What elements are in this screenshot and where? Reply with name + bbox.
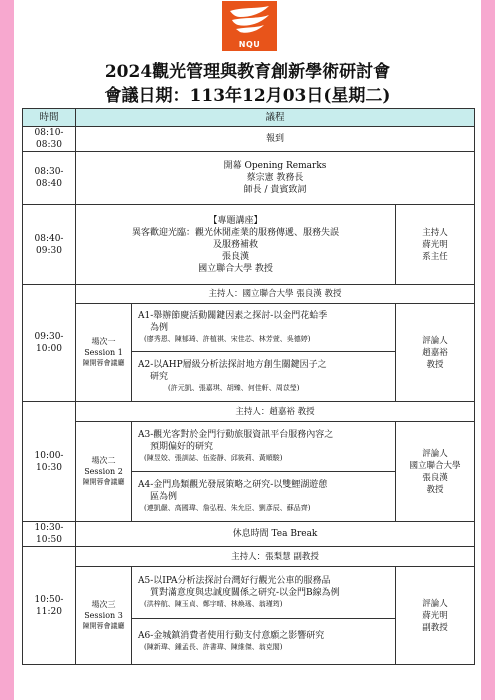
- session2-commentator: [396, 422, 475, 522]
- agenda-table: [22, 108, 475, 665]
- session2-label: [76, 422, 132, 522]
- table-row: [23, 285, 475, 304]
- session1-commentator: [396, 304, 475, 402]
- paper-title: A6-金城鎮消費者使用行動支付意願之影響研究: [138, 631, 325, 641]
- session3-commentator: [396, 567, 475, 665]
- paper-a5: [132, 567, 396, 619]
- university-logo: [222, 1, 277, 51]
- time-registration: 08:10-08:30: [23, 127, 76, 152]
- commentator-role: 評論人: [422, 335, 448, 346]
- paper-title: A3-觀光客對於金門行動旅服資訊平台服務內容之: [138, 430, 334, 440]
- session-number: 場次三: [91, 600, 116, 609]
- table-row: [23, 567, 475, 619]
- keynote-title: 異客歡迎光臨：觀光休閒產業的服務傳遞、服務失誤: [131, 227, 339, 238]
- paper-a2: [132, 352, 396, 402]
- paper-authors: (廖秀恩、陳郁琦、許植祺、宋佳芯、林芳萱、吳德婷): [144, 335, 311, 343]
- table-row: [23, 547, 475, 567]
- paper-title: A1-舉辦節慶活動關鍵因素之探討-以金門花蛤季: [138, 311, 328, 321]
- keynote-affiliation: 國立聯合大學 教授: [198, 263, 273, 274]
- commentator-affiliation: 國立聯合大學: [409, 460, 461, 471]
- agenda-page: [14, 0, 481, 700]
- session3-host: 主持人：張梨慧 副教授: [76, 547, 475, 567]
- paper-title: 質對滿意度與忠誠度關係之研究-以金門B線為例: [150, 588, 340, 598]
- opening-cell: [76, 152, 475, 205]
- table-header-row: [23, 109, 475, 127]
- session-venue: 陳開蓉會議廳: [82, 478, 125, 486]
- commentator-role: 評論人: [422, 598, 448, 609]
- opening-line: 開幕 Opening Remarks: [223, 161, 327, 171]
- session-venue: 陳開蓉會議廳: [82, 359, 125, 367]
- paper-a6: [132, 619, 396, 665]
- opening-line: 蔡宗憲 教務長: [246, 173, 304, 183]
- conference-title: 2024觀光管理與教育創新學術研討會: [104, 62, 391, 82]
- break-text: 休息時間 Tea Break: [76, 522, 475, 547]
- session-english: Session 3: [84, 611, 123, 620]
- session2-host: 主持人：趙嘉裕 教授: [76, 402, 475, 422]
- time-keynote: 08:40-09:30: [23, 205, 76, 285]
- paper-authors: (陳昱姣、張訓誌、伍姿靜、邱筱莉、黃順駿): [144, 454, 283, 462]
- commentator-name: 蔣光明: [422, 610, 448, 621]
- keynote-label: 【專題講座】: [208, 215, 263, 226]
- time-session1: 09:30-10:00: [23, 285, 76, 402]
- session-number: 場次一: [91, 337, 116, 346]
- time-session3: 10:50-11:20: [23, 547, 76, 665]
- paper-title: 區為例: [150, 492, 178, 502]
- keynote-cell: [76, 205, 396, 285]
- session1-host: 主持人：國立聯合大學 張良漢 教授: [76, 285, 475, 304]
- session-english: Session 2: [84, 467, 123, 476]
- paper-title: 預期偏好的研究: [150, 442, 214, 452]
- table-row: [23, 127, 475, 152]
- paper-a3: [132, 422, 396, 472]
- host-role: 主持人: [422, 227, 448, 238]
- bird-logo-icon: [228, 5, 271, 35]
- table-row: [23, 422, 475, 472]
- conference-date: 會議日期：113年12月03日(星期二): [104, 86, 391, 106]
- session-venue: 陳開蓉會議廳: [82, 622, 125, 630]
- table-row: [23, 522, 475, 547]
- paper-title: 研究: [150, 372, 169, 382]
- time-opening: 08:30-08:40: [23, 152, 76, 205]
- paper-a4: [132, 472, 396, 522]
- commentator-name: 趙嘉裕: [422, 347, 448, 358]
- host-title: 系主任: [422, 251, 448, 262]
- host-name: 蔣光明: [422, 239, 448, 250]
- opening-line: 師長 / 貴賓致詞: [243, 185, 307, 195]
- logo-text: NQU: [238, 40, 261, 49]
- commentator-title: 教授: [426, 484, 444, 495]
- table-row: [23, 402, 475, 422]
- paper-authors: (連凱嚴、高國瑋、詹弘程、朱允臣、劉彥辰、蘇品齊): [144, 504, 311, 512]
- keynote-title: 及服務補救: [212, 239, 258, 250]
- paper-title: A2-以AHP層級分析法探討地方創生關鍵因子之: [138, 360, 327, 370]
- table-row: [23, 304, 475, 352]
- commentator-title: 副教授: [422, 622, 448, 633]
- session3-label: [76, 567, 132, 665]
- commentator-name: 張良漢: [422, 472, 448, 483]
- table-row: [23, 152, 475, 205]
- commentator-role: 評論人: [422, 448, 448, 459]
- paper-authors: (陳新瑋、鍾孟長、許書瑋、陳維傑、翁克閣): [144, 643, 283, 651]
- keynote-speaker: 張良漢: [221, 251, 249, 262]
- paper-authors: (洪梓航、陳玉貞、鄭宇晴、林煥瑤、翁瑾筠): [144, 600, 283, 608]
- paper-title: A5-以IPA分析法探討台灣好行觀光公車的服務品: [138, 576, 331, 586]
- session-english: Session 1: [84, 348, 123, 357]
- commentator-title: 教授: [426, 359, 444, 370]
- keynote-host: [396, 205, 475, 285]
- session-number: 場次二: [91, 456, 116, 465]
- paper-a1: [132, 304, 396, 352]
- paper-title: 為例: [150, 323, 169, 333]
- time-session2: 10:00-10:30: [23, 402, 76, 522]
- header-time: 時間: [23, 109, 76, 127]
- registration-text: 報到: [76, 127, 475, 152]
- time-break: 10:30-10:50: [23, 522, 76, 547]
- session1-label: [76, 304, 132, 402]
- paper-authors: (許元凱、張嘉琪、胡臻、何佳軒、周苡瑩): [168, 384, 300, 392]
- paper-title: A4-金門鳥類觀光發展策略之研究-以雙鯉湖遊憩: [138, 480, 328, 490]
- table-row: [23, 205, 475, 285]
- header-agenda: 議程: [76, 109, 475, 127]
